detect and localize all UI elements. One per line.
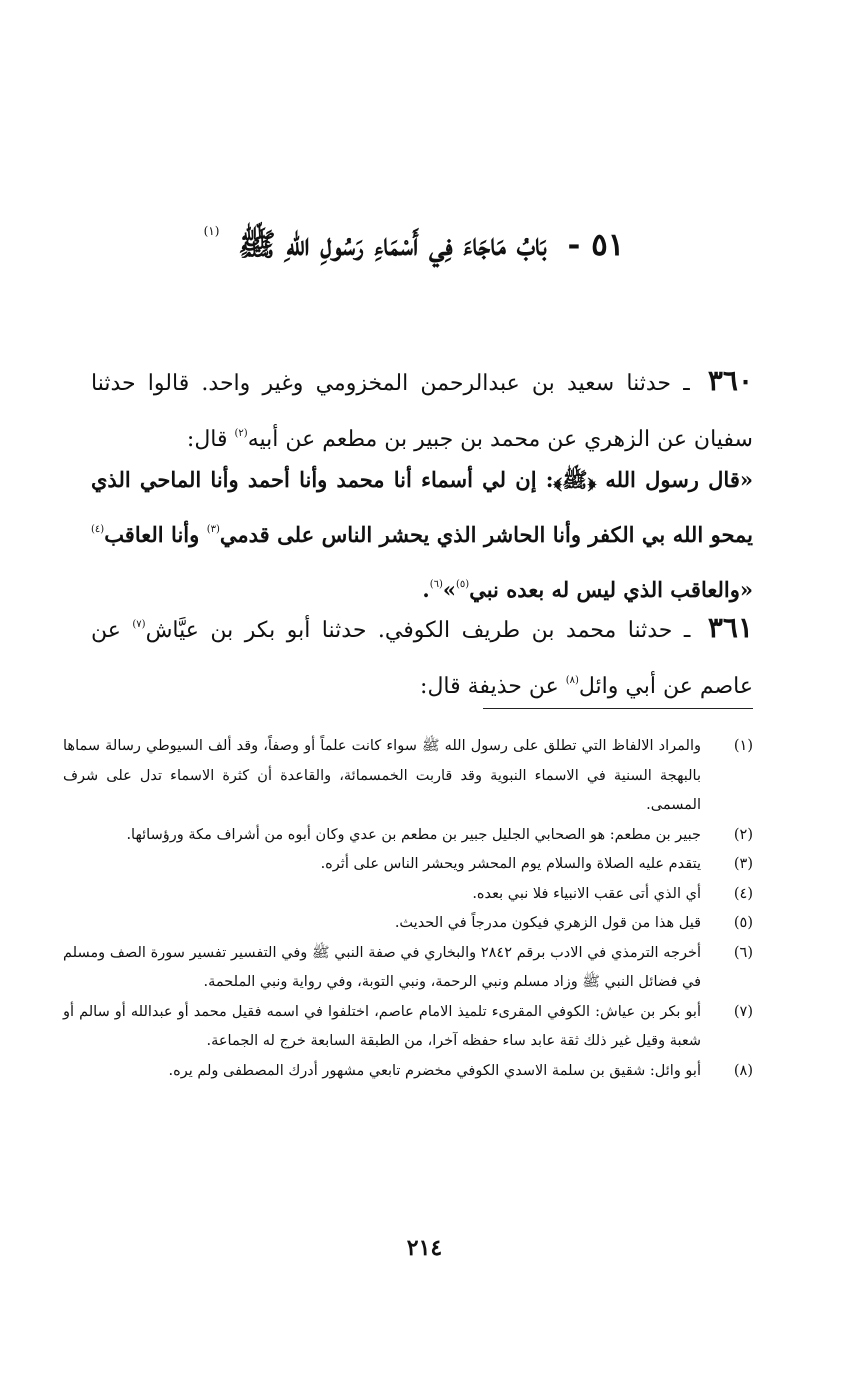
- footnote-number: (١): [733, 738, 753, 754]
- footnote-item: [63, 850, 753, 880]
- footnote-number: (٣): [733, 856, 753, 872]
- chapter-heading: بَابُ مَاجَاءَ فِي أَسْمَاءِ رَسُولِ اللهِ ﷺ: [238, 227, 547, 263]
- footnote-item: [63, 909, 753, 939]
- footnote-number: (٦): [733, 944, 753, 961]
- footnotes-section: [63, 732, 753, 1086]
- matn-text: «والعاقب الذي ليس له بعده نبي: [469, 577, 753, 602]
- matn-text: «قال رسول الله ﴿ﷺ﴾: إن لي أسماء أنا محمد وأنا أحمد وأنا الماحي الذي يمحو الله بي الكفر وأنا الحاشر الذي يحشر الناس على قدمي: [91, 467, 753, 547]
- chapter-footnote-ref: (١): [203, 224, 220, 238]
- chapter-title: [184, 196, 644, 280]
- footnote-item: [63, 880, 753, 910]
- matn-text: .: [422, 577, 430, 602]
- footnote-text: والمراد الالفاظ التي تطلق على رسول الله ﷺ سواء كانت علماً أو وصفاً، وقد ألف السيوطي رسالة سماها بالبهجة السنية في الاسماء النبوية وقد قاربت الخمسمائة، والقاعدة أن كثرة الاسماء تدل على شرف المسمى.: [63, 738, 701, 813]
- footnote-item: [63, 939, 753, 998]
- footnote-item: [63, 821, 753, 851]
- matn-text: وأنا العاقب: [104, 522, 207, 547]
- footnote-text: أخرجه الترمذي في الادب برقم ٢٨٤٢ والبخاري في صفة النبي ﷺ وفي التفسير تفسير سورة الصف ومسلم في فضائل النبي ﷺ وزاد مسلم ونبي الرحمة، ونبي التوبة، وفي رواية ونبي الملحمة.: [63, 944, 701, 990]
- matn-text: »: [442, 577, 457, 602]
- hadith-number: ٣٦٠: [707, 364, 753, 397]
- footnote-number: (٧): [733, 1003, 753, 1020]
- footnote-number: (٨): [733, 1062, 753, 1079]
- hadith-number: ٣٦١: [707, 611, 753, 644]
- footnote-ref: (٧): [132, 619, 146, 630]
- footnote-ref: (٨): [565, 675, 579, 686]
- footnote-separator: [483, 708, 753, 709]
- footnote-ref: (٦): [429, 579, 443, 590]
- hadith-360-paragraph: [91, 356, 753, 465]
- chapter-number: ٥١ -: [567, 227, 625, 263]
- page-number: ٢١٤: [406, 1235, 443, 1261]
- footnote-text: قيل هذا من قول الزهري فيكون مدرجاً في الحديث.: [394, 915, 701, 931]
- footnote-text: جبير بن مطعم: هو الصحابي الجليل جبير بن مطعم بن عدي وكان أبوه من أشراف مكة ورؤسائها.: [126, 826, 701, 843]
- hadith-isnad: ـ حدثنا سعيد بن عبدالرحمن المخزومي وغير واحد. قالوا حدثنا سفيان عن الزهري عن محمد بن جبير بن مطعم عن أبيه: [91, 371, 753, 452]
- footnote-ref: (٤): [91, 524, 105, 535]
- footnote-text: يتقدم عليه الصلاة والسلام يوم المحشر ويحشر الناس على أثره.: [320, 856, 701, 872]
- footnote-item: [63, 998, 753, 1057]
- hadith-360-matn: [91, 455, 753, 615]
- hadith-isnad-end: قال:: [186, 427, 235, 452]
- footnote-number: (٥): [733, 915, 753, 931]
- footnote-text: أبو وائل: شقيق بن سلمة الاسدي الكوفي مخضرم تابعي مشهور أدرك المصطفى ولم يره.: [168, 1062, 701, 1079]
- footnote-ref: (٥): [456, 579, 470, 590]
- footnote-text: أبو بكر بن عياش: الكوفي المقرىء تلميذ الامام عاصم، اختلفوا في اسمه فقيل محمد أو عبدالله أو سالم أو شعبة وقيل غير ذلك ثقة عابد ساء حفظه آخرا، من الطبقة السابعة خرج له الجماعة.: [63, 1003, 701, 1049]
- footnote-text: أي الذي أتى عقب الانبياء فلا نبي بعده.: [472, 885, 701, 902]
- footnote-number: (٢): [733, 826, 753, 843]
- footnote-item: [63, 1057, 753, 1087]
- hadith-361-paragraph: [91, 600, 753, 712]
- hadith-isnad-end: عن حذيفة قال:: [420, 674, 566, 699]
- footnote-ref: (٢): [234, 428, 248, 439]
- footnote-item: [63, 732, 753, 821]
- hadith-isnad: عن عاصم عن أبي وائل: [91, 618, 753, 699]
- footnote-ref: (٣): [206, 524, 220, 535]
- hadith-isnad: ـ حدثنا محمد بن طريف الكوفي. حدثنا أبو بكر بن عيَّاش: [145, 618, 702, 643]
- footnote-number: (٤): [733, 885, 753, 902]
